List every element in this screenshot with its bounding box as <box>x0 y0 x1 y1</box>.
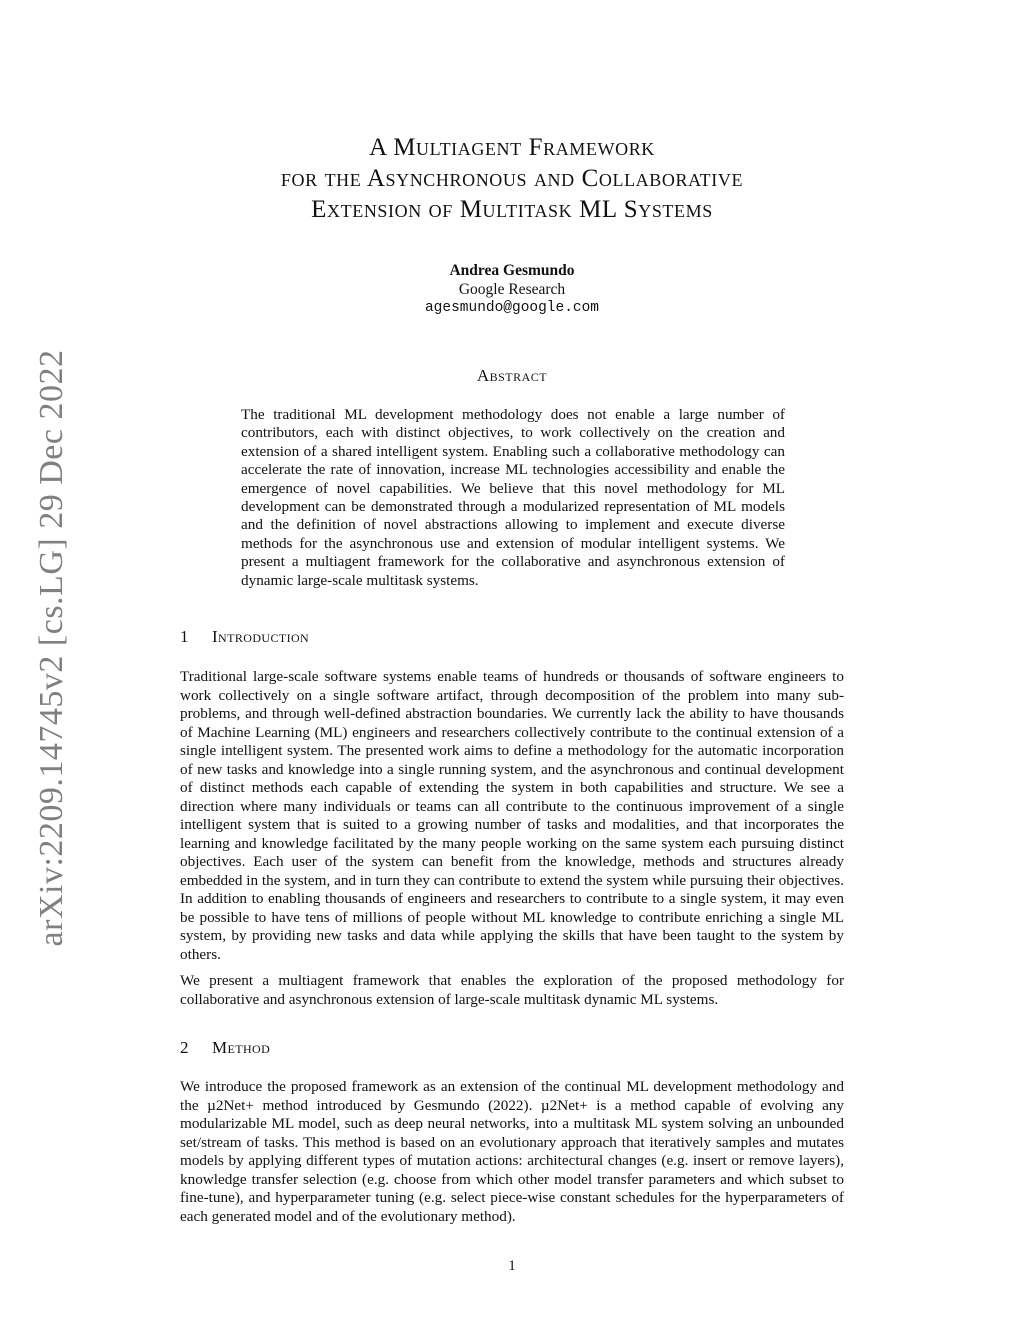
paper-title <box>180 132 844 225</box>
title-line-1: A Multiagent Framework <box>369 134 655 161</box>
abstract-text: The traditional ML development methodology does not enable a large number of contributors, each with distinct objectives, to work collectively on the creation and extension of a shared intelligent system. Enabling such a collaborative methodology can accelerate the rate of innovation, increase ML technologies accessibility and enable the emergence of novel capabilities. We believe that this novel methodology for ML development can be demonstrated through a modularized representation of ML models and the definition of novel abstractions allowing to implement and execute diverse methods for the asynchronous use and extension of modular intelligent systems. We present a multiagent framework for the collaborative and asynchronous extension of dynamic large-scale multitask systems. <box>241 406 785 589</box>
arxiv-identifier: arXiv:2209.14745v2 [cs.LG] 29 Dec 2022 <box>33 349 70 947</box>
section-title: Method <box>212 1038 271 1057</box>
section-number: 1 <box>180 627 189 646</box>
title-line-3: Extension of Multitask ML Systems <box>311 196 713 223</box>
section-heading-introduction <box>180 627 309 647</box>
page-number: 1 <box>508 1258 516 1274</box>
author-name: Andrea Gesmundo <box>449 262 575 279</box>
author-email: agesmundo@google.com <box>424 300 600 316</box>
introduction-paragraph-1: Traditional large-scale software systems enable teams of hundreds or thousands of software engineers to work collectively on a single software artifact, through decomposition of the problem into many sub-problems, and through well-defined abstraction boundaries. We currently lack the ability to have thousands of Machine Learning (ML) engineers and researchers collectively contribute to the continual extension of a single intelligent system. The presented work aims to define a methodology for the automatic incorporation of new tasks and knowledge into a single running system, and the asynchronous and continual development of distinct methods each capable of extending the system in both capabilities and structure. We see a direction where many individuals or teams can all contribute to the continuous improvement of a single intelligent system that is suited to a growing number of tasks and modalities, and that incorporates the learning and knowledge facilitated by the many people working on the same system each pursuing distinct objectives. Each user of the system can benefit from the knowledge, methods and structures already embedded in the system, and in turn they can contribute to extend the system while pursuing their objectives. In addition to enabling thousands of engineers and researchers to contribute to a single system, it may even be possible to have tens of millions of people without ML knowledge to contribute enriching a single ML system, by providing new tasks and data while applying the skills that have been taught to the system by others. <box>180 668 844 963</box>
method-paragraph-1: We introduce the proposed framework as an extension of the continual ML development methodology and the µ2Net+ method introduced by Gesmundo (2022). µ2Net+ is a method capable of evolving any modularizable ML model, such as deep neural networks, into a multitask ML system solving an unbounded set/stream of tasks. This method is based on an evolutionary approach that iteratively samples and mutates models by applying different types of mutation actions: architectural changes (e.g. insert or remove layers), knowledge transfer selection (e.g. choose from which other model transfer parameters and which subset to fine-tune), and hyperparameter tuning (e.g. select piece-wise constant schedules for the hyperparameters of each generated model and of the evolutionary method). <box>180 1078 844 1225</box>
abstract-heading: Abstract <box>476 366 548 385</box>
title-line-2: for the Asynchronous and Collaborative <box>280 165 744 192</box>
introduction-paragraph-2: We present a multiagent framework that enables the exploration of the proposed methodology for collaborative and asynchronous extension of large-scale multitask dynamic ML systems. <box>180 972 844 1008</box>
section-heading-method <box>180 1038 270 1058</box>
author-block <box>180 261 844 318</box>
section-title: Introduction <box>212 627 310 646</box>
author-affiliation: Google Research <box>458 281 566 298</box>
section-number: 2 <box>180 1038 189 1057</box>
